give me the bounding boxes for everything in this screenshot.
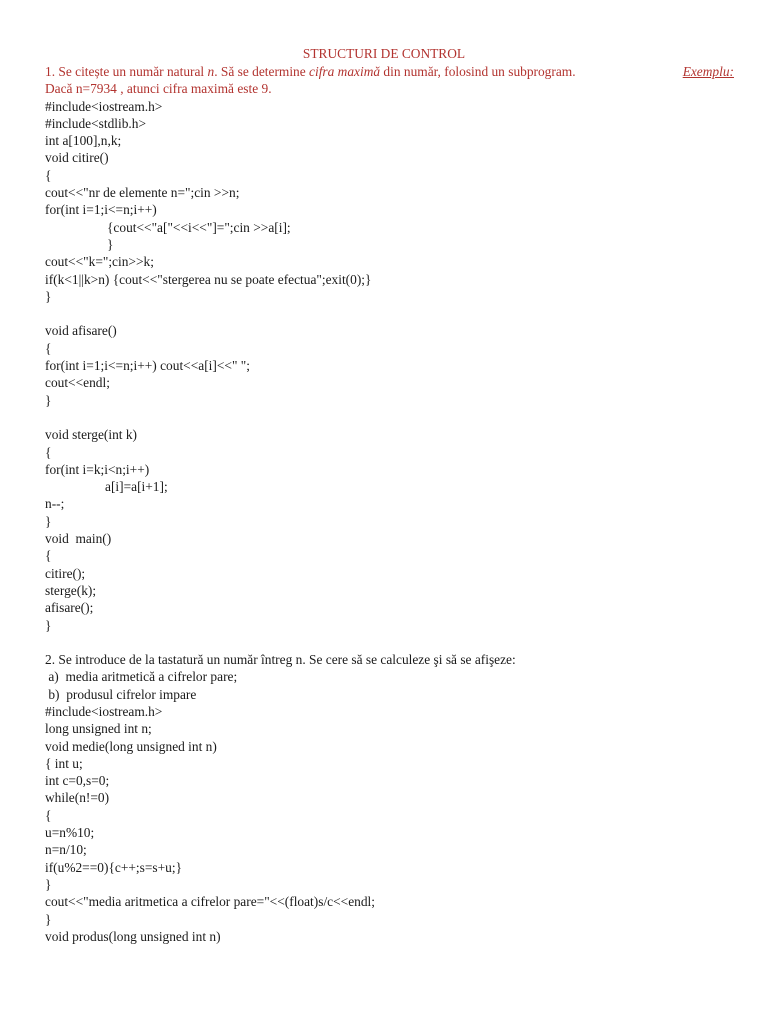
code-line <box>45 409 728 426</box>
code-line: cout<<endl; <box>45 375 110 391</box>
code-line: u=n%10; <box>45 825 95 841</box>
code-line: citire(); <box>45 565 86 581</box>
task-1-text-b: . Să se determine <box>214 64 310 79</box>
code-line: a[i]=a[i+1]; <box>105 479 168 495</box>
code-line: } <box>107 236 114 252</box>
code-line: } <box>45 288 52 304</box>
code-line: } <box>45 513 52 529</box>
code-line: { int u; <box>45 755 83 771</box>
code-line: void sterge(int k) <box>45 427 137 443</box>
code-line: #include<stdlib.h> <box>45 115 147 131</box>
task-1-var-n: n <box>207 64 215 79</box>
example-line: Dacă n=7934 , atunci cifra maximă este 9. <box>45 81 272 97</box>
example-label: Exemplu: <box>682 64 734 79</box>
code-line: void citire() <box>45 150 109 166</box>
code-line: void main() <box>45 531 112 547</box>
code-line: for(int i=k;i<n;i++) <box>45 461 150 477</box>
code-line: cout<<"nr de elemente n=";cin >>n; <box>45 185 240 201</box>
task-2-statement <box>45 651 728 703</box>
code-line: for(int i=1;i<=n;i++) cout<<a[i]<<" "; <box>45 358 250 374</box>
code-line <box>45 634 728 651</box>
code-line: cout<<"k=";cin>>k; <box>45 254 154 270</box>
code-line: #include<iostream.h> <box>45 703 163 719</box>
code-line: n=n/10; <box>45 842 87 858</box>
code-line <box>45 305 728 322</box>
code-line: int c=0,s=0; <box>45 773 110 789</box>
task-1-term: cifra maximă <box>309 64 381 79</box>
task-1-text-d: din număr, folosind un subprogram. <box>380 64 576 79</box>
task-1-statement <box>45 63 734 98</box>
code-line: } <box>45 911 52 927</box>
code-line: int a[100],n,k; <box>45 133 122 149</box>
code-line: long unsigned int n; <box>45 721 152 737</box>
code-line: sterge(k); <box>45 582 97 598</box>
code-block-2 <box>45 703 728 945</box>
code-line: { <box>45 340 52 356</box>
code-line: for(int i=1;i<=n;i++) <box>45 202 157 218</box>
code-line: cout<<"media aritmetica a cifrelor pare="<<(float)s/c<<endl; <box>45 894 375 910</box>
task-2-item-b: b) produsul cifrelor impare <box>45 686 197 702</box>
code-line: { <box>45 444 52 460</box>
task-2-item-a: a) media aritmetică a cifrelor pare; <box>45 669 238 685</box>
task-1-text-a: 1. Se citește un număr natural <box>45 64 208 79</box>
code-line: while(n!=0) <box>45 790 110 806</box>
code-line: void afisare() <box>45 323 117 339</box>
code-line: n--; <box>45 496 65 512</box>
code-line: void medie(long unsigned int n) <box>45 738 217 754</box>
code-line: } <box>45 876 52 892</box>
code-line: afisare(); <box>45 600 94 616</box>
page-title: STRUCTURI DE CONTROL <box>302 46 466 61</box>
code-line: {cout<<"a["<<i<<"]=";cin >>a[i]; <box>107 219 291 235</box>
task-2-intro: 2. Se introduce de la tastatură un număr întreg n. Se cere să se calculeze şi să se afişeze: <box>45 652 516 668</box>
code-line: } <box>45 617 52 633</box>
code-line: #include<iostream.h> <box>45 98 163 114</box>
code-block-1 <box>45 98 728 652</box>
code-line: } <box>45 392 52 408</box>
code-line: void produs(long unsigned int n) <box>45 928 221 944</box>
code-line: { <box>45 167 52 183</box>
code-line: if(u%2==0){c++;s=s+u;} <box>45 859 183 875</box>
code-line: { <box>45 807 52 823</box>
code-line: { <box>45 548 52 564</box>
code-line: if(k<1||k>n) {cout<<"stergerea nu se poate efectua";exit(0);} <box>45 271 372 287</box>
